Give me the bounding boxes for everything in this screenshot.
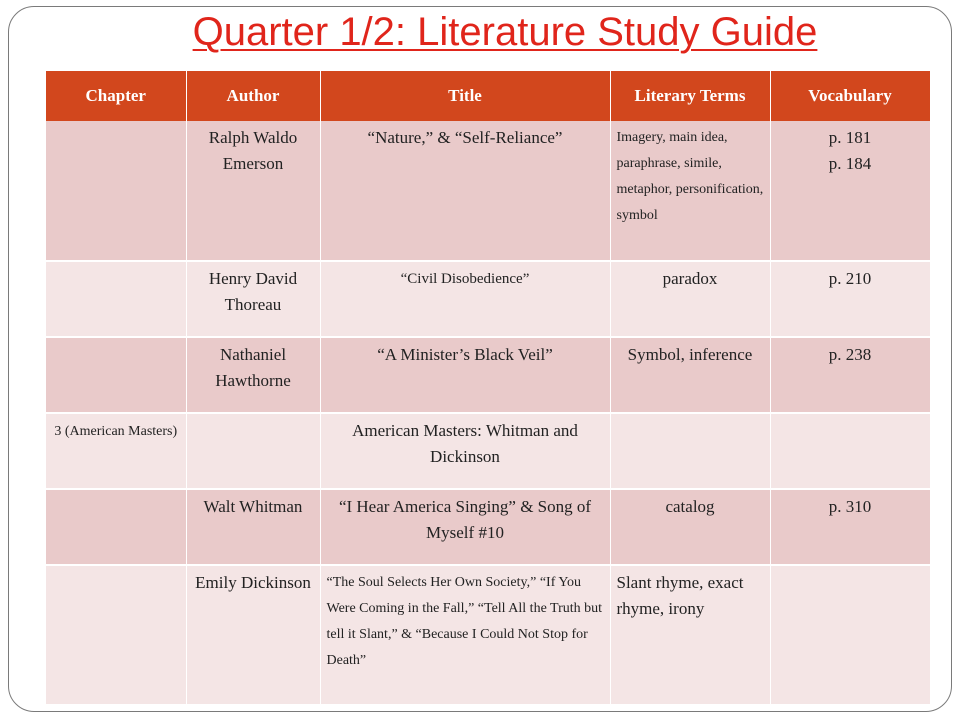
table-row: [46, 565, 930, 705]
chapter-cell: [46, 565, 186, 705]
vocab-page: p. 238: [828, 345, 872, 364]
author-cell: Ralph Waldo Emerson: [186, 121, 320, 261]
vocab-cell: [770, 565, 930, 705]
page-title: Quarter 1/2: Literature Study Guide: [192, 10, 818, 54]
terms-cell: [610, 413, 770, 489]
terms-cell: Slant rhyme, exact rhyme, irony: [610, 565, 770, 705]
title-cell: “Nature,” & “Self-Reliance”: [320, 121, 610, 261]
chapter-cell: [46, 337, 186, 413]
vocab-cell: [770, 261, 930, 337]
author-cell: Emily Dickinson: [186, 565, 320, 705]
vocab-cell: [770, 121, 930, 261]
title-cell: “Civil Disobedience”: [320, 261, 610, 337]
table-row: [46, 413, 930, 489]
vocab-page: p. 181: [828, 128, 872, 147]
terms-cell: paradox: [610, 261, 770, 337]
title-cell: “The Soul Selects Her Own Society,” “If You Were Coming in the Fall,” “Tell All the Truth but tell it Slant,” & “Because I Could Not Stop for Death”: [320, 565, 610, 705]
chapter-cell: [46, 489, 186, 565]
header-title: Title: [320, 71, 610, 121]
table-row: [46, 121, 930, 261]
chapter-cell: [46, 121, 186, 261]
title-cell: “I Hear America Singing” & Song of Myself #10: [320, 489, 610, 565]
header-chapter: Chapter: [46, 71, 186, 121]
author-cell: [186, 413, 320, 489]
vocab-page: p. 210: [828, 269, 872, 288]
author-cell: Nathaniel Hawthorne: [186, 337, 320, 413]
chapter-cell: [46, 261, 186, 337]
vocab-cell: [770, 337, 930, 413]
header-vocabulary: Vocabulary: [770, 71, 930, 121]
table-row: [46, 337, 930, 413]
author-cell: Henry David Thoreau: [186, 261, 320, 337]
header-author: Author: [186, 71, 320, 121]
terms-cell: catalog: [610, 489, 770, 565]
vocab-page: p. 184: [828, 154, 872, 173]
table-row: [46, 489, 930, 565]
terms-cell: Symbol, inference: [610, 337, 770, 413]
table-row: [46, 261, 930, 337]
title-cell: American Masters: Whitman and Dickinson: [320, 413, 610, 489]
table-header-row: [46, 71, 930, 121]
header-literary-terms: Literary Terms: [610, 71, 770, 121]
vocab-cell: [770, 489, 930, 565]
terms-cell: Imagery, main idea, paraphrase, simile, metaphor, personification, symbol: [610, 121, 770, 261]
study-guide-table: [46, 71, 931, 706]
author-cell: Walt Whitman: [186, 489, 320, 565]
title-cell: “A Minister’s Black Veil”: [320, 337, 610, 413]
chapter-cell: 3 (American Masters): [46, 413, 186, 489]
vocab-page: p. 310: [828, 497, 872, 516]
vocab-cell: [770, 413, 930, 489]
